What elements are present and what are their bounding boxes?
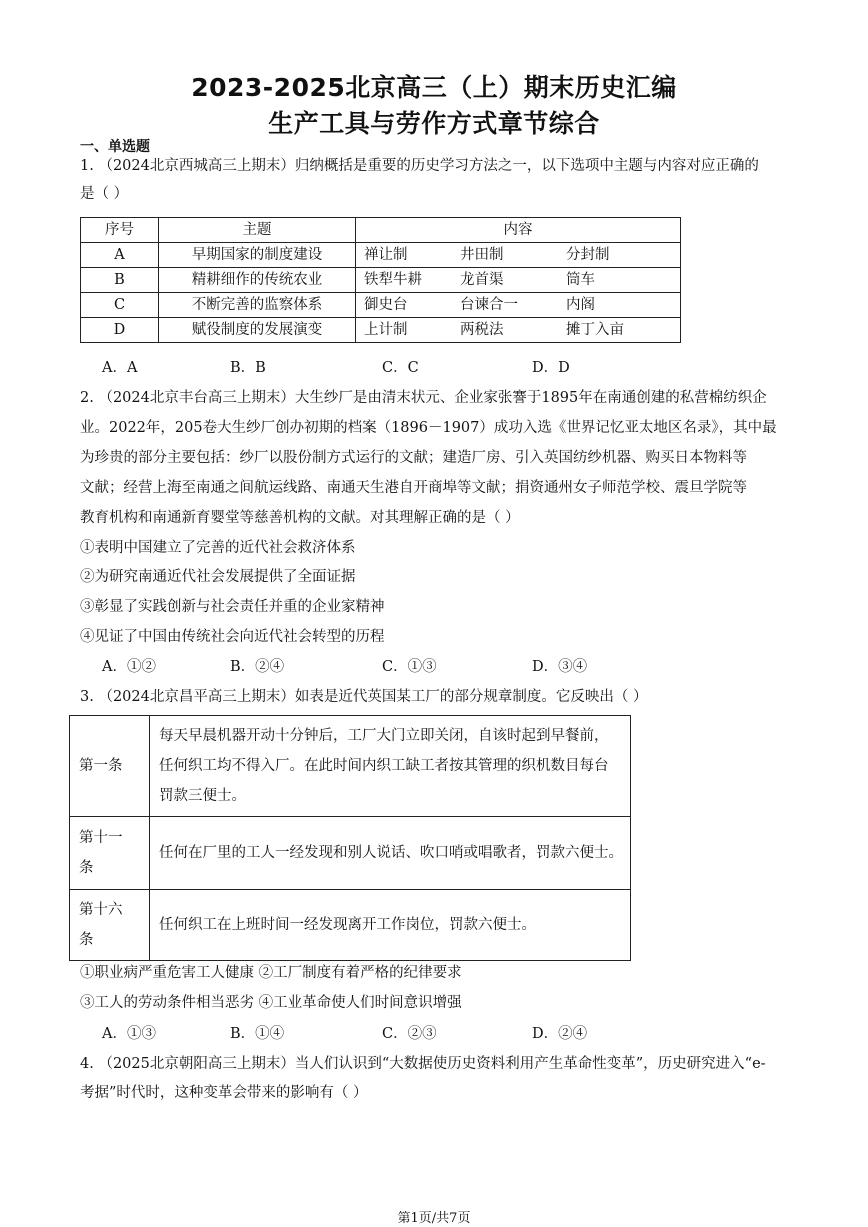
table-cell-theme: 精耕细作的传统农业 xyxy=(159,268,356,293)
question-3-statement: ①职业病严重危害工人健康 ②工厂制度有着严格的纪律要求 xyxy=(80,965,462,981)
content-item: 台谏合一 xyxy=(460,297,518,313)
table-cell-theme: 不断完善的监察体系 xyxy=(159,293,356,318)
option-b[interactable]: B．①④ xyxy=(230,1026,285,1042)
table-cell-text xyxy=(150,716,631,817)
content-item: 铁犁牛耕 xyxy=(364,272,422,288)
content-item: 筒车 xyxy=(566,272,595,288)
question-2-statement: ②为研究南通近代社会发展提供了全面证据 xyxy=(80,569,356,585)
question-1-stem-line: 是（ ） xyxy=(80,186,129,202)
question-2-statement: ①表明中国建立了完善的近代社会救济体系 xyxy=(80,540,356,556)
question-3-statement: ③工人的劳动条件相当恶劣 ④工业革命使人们时间意识增强 xyxy=(80,995,462,1011)
option-b[interactable]: B．B xyxy=(230,360,266,376)
article-label: 条 xyxy=(79,932,94,948)
content-item: 两税法 xyxy=(460,322,504,338)
option-d[interactable]: D．②④ xyxy=(532,1026,588,1042)
table-row xyxy=(81,268,681,293)
table-cell-article xyxy=(70,817,150,890)
question-1-stem-line: 1. （2024北京西城高三上期末）归纳概括是重要的历史学习方法之一，以下选项中主题与内容对应正确的 xyxy=(80,158,759,174)
question-2-stem-line: 2. （2024北京丰台高三上期末）大生纱厂是由清末状元、企业家张謇于1895年在南通创建的私营棉纺织企 xyxy=(80,390,767,406)
question-2-options xyxy=(102,657,702,677)
option-d[interactable]: D．D xyxy=(532,360,570,376)
page-number: 第1页/共7页 xyxy=(397,1211,471,1226)
option-c[interactable]: C．C xyxy=(382,360,419,376)
table-cell-no: D xyxy=(81,318,159,343)
option-a[interactable]: A．①② xyxy=(102,659,156,675)
document-title-line1: 2023-2025北京高三（上）期末历史汇编 xyxy=(191,73,677,102)
question-2-stem-line: 文献；经营上海至南通之间航运线路、南通天生港自开商埠等文献；捐资通州女子师范学校、震旦学院等 xyxy=(80,480,747,496)
question-3-stem-line: 3. （2024北京昌平高三上期末）如表是近代英国某工厂的部分规章制度。它反映出（ ） xyxy=(80,689,648,705)
table-cell-text xyxy=(150,817,631,890)
question-4-stem-line: 4. （2025北京朝阳高三上期末）当人们认识到“大数据使历史资料利用产生革命性变革”，历史研究进入“e- xyxy=(80,1056,766,1072)
table-row xyxy=(70,817,631,890)
question-3-table xyxy=(69,715,631,961)
article-label: 第十一 xyxy=(79,830,123,846)
article-text-line: 任何在厂里的工人一经发现和别人说话、吹口哨或唱歌者，罚款六便士。 xyxy=(159,845,623,861)
table-cell-theme: 早期国家的制度建设 xyxy=(159,243,356,268)
table-row xyxy=(70,890,631,961)
table-cell-content xyxy=(356,268,681,293)
option-a[interactable]: A．A xyxy=(102,360,138,376)
article-label: 第十六 xyxy=(79,902,123,918)
question-2-stem-line: 业。2022年，205卷大生纱厂创办初期的档案（1896－1907）成功入选《世界记忆亚太地区名录》，其中最 xyxy=(80,420,777,436)
content-item: 内阁 xyxy=(566,297,595,313)
table-header-cell: 内容 xyxy=(356,218,681,243)
table-cell-content xyxy=(356,318,681,343)
section-heading: 一、单选题 xyxy=(80,139,150,155)
table-header-cell: 主题 xyxy=(159,218,356,243)
table-header-cell: 序号 xyxy=(81,218,159,243)
table-cell-no: C xyxy=(81,293,159,318)
article-text-line: 任何织工均不得入厂。在此时间内织工缺工者按其管理的织机数目每台 xyxy=(159,758,609,774)
table-cell-content xyxy=(356,293,681,318)
article-label: 条 xyxy=(79,860,94,876)
table-row xyxy=(70,716,631,817)
document-title-line2: 生产工具与劳作方式章节综合 xyxy=(268,109,600,138)
content-item: 龙首渠 xyxy=(460,272,504,288)
table-cell-article xyxy=(70,716,150,817)
option-c[interactable]: C．①③ xyxy=(382,659,437,675)
article-label: 第一条 xyxy=(79,758,123,774)
table-cell-content xyxy=(356,243,681,268)
table-cell-theme: 赋役制度的发展演变 xyxy=(159,318,356,343)
question-2-stem-line: 教育机构和南通新育婴堂等慈善机构的文献。对其理解正确的是（ ） xyxy=(80,510,520,526)
content-item: 上计制 xyxy=(364,322,408,338)
table-cell-article xyxy=(70,890,150,961)
content-item: 分封制 xyxy=(566,247,610,263)
content-item: 禅让制 xyxy=(364,247,408,263)
option-c[interactable]: C．②③ xyxy=(382,1026,437,1042)
article-text-line: 罚款三便士。 xyxy=(159,788,246,804)
question-2-statement: ④见证了中国由传统社会向近代社会转型的历程 xyxy=(80,629,385,645)
option-d[interactable]: D．③④ xyxy=(532,659,588,675)
article-text-line: 任何织工在上班时间一经发现离开工作岗位，罚款六便士。 xyxy=(159,917,536,933)
content-item: 井田制 xyxy=(460,247,504,263)
table-row xyxy=(81,243,681,268)
question-3-options xyxy=(102,1024,702,1044)
article-text-line: 每天早晨机器开动十分钟后，工厂大门立即关闭，自该时起到早餐前， xyxy=(159,728,609,744)
question-4-stem-line: 考据”时代时，这种变革会带来的影响有（ ） xyxy=(80,1085,368,1101)
table-cell-no: B xyxy=(81,268,159,293)
question-1-options xyxy=(102,358,702,378)
content-item: 摊丁入亩 xyxy=(566,322,624,338)
table-cell-text xyxy=(150,890,631,961)
question-1-table xyxy=(80,217,681,343)
table-row xyxy=(81,293,681,318)
question-2-statement: ③彰显了实践创新与社会责任并重的企业家精神 xyxy=(80,599,385,615)
option-b[interactable]: B．②④ xyxy=(230,659,285,675)
option-a[interactable]: A．①③ xyxy=(102,1026,156,1042)
table-cell-no: A xyxy=(81,243,159,268)
table-row xyxy=(81,318,681,343)
content-item: 御史台 xyxy=(364,297,408,313)
question-2-stem-line: 为珍贵的部分主要包括：纱厂以股份制方式运行的文献；建造厂房、引入英国纺纱机器、购买日本物料等 xyxy=(80,450,747,466)
table-header-row xyxy=(81,218,681,243)
